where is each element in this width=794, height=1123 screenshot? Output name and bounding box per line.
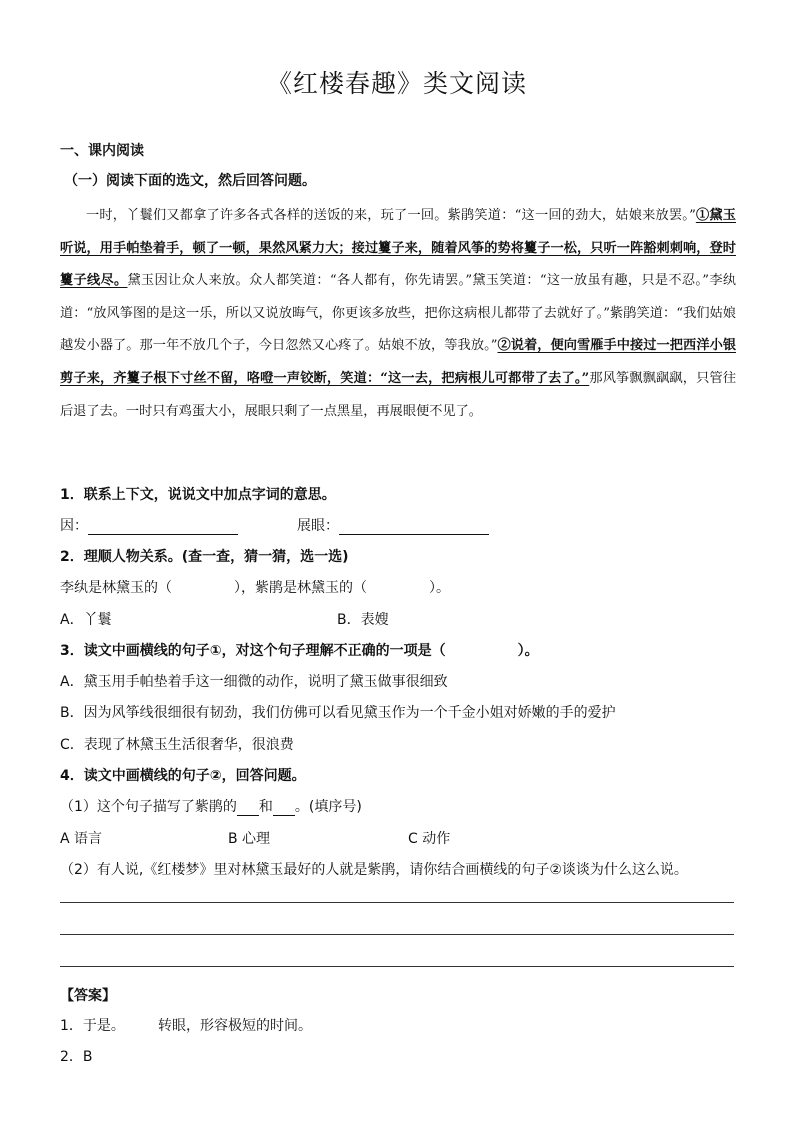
question-1-heading: 1．联系上下文，说说文中加点字词的意思。	[60, 487, 336, 503]
question-4-heading: 4．读文中画横线的句子②，回答问题。	[60, 768, 306, 784]
q2-option-a: A．丫鬟	[60, 612, 112, 628]
question-1-blanks-b	[297, 515, 489, 535]
q4-sub2: （2）有人说,《红楼梦》里对林黛玉最好的人就是紫鹃，请你结合画横线的句子②谈谈为什么这么说。	[60, 862, 688, 878]
answer-2: 2．B	[60, 1049, 93, 1065]
passage-text-2: 黛玉因让众人来放。众人都笑道：“各人都有，你先请罢。”黛玉笑道：“这一放虽有趣，只是不忍。”李纨道：“放风筝图的是这一乐，所以又说放晦气，你更该多放些，把你这病根儿都带了去就好了。”紫鹃笑道：“我们姑娘越发小器了。那一年不放几个子，今日忽然又心疼了。姑娘不放，等我放。”	[60, 273, 737, 354]
question-1-blanks	[60, 515, 238, 535]
question-2-fill	[60, 577, 450, 597]
blank-label-yin: 因：	[60, 518, 88, 534]
answer-1b: 转眼，形容极短的时间。	[158, 1018, 312, 1034]
question-3-heading	[60, 640, 539, 660]
section-heading: 一、课内阅读	[60, 143, 144, 159]
question-2-heading: 2．理顺人物关系。(查一查，猜一猜，选一选)	[60, 549, 349, 565]
subsection-heading: （一）阅读下面的选文，然后回答问题。	[64, 173, 316, 189]
answer-line-2[interactable]	[60, 934, 734, 935]
q3-option-c: C．表现了林黛玉生活很奢华，很浪费	[60, 737, 294, 753]
q4-sub1-end: 。(填序号)	[294, 799, 362, 815]
q3-heading-text: 3．读文中画横线的句子①，对这个句子理解不正确的一项是（	[60, 643, 446, 659]
answer-line-3[interactable]	[60, 966, 734, 967]
answer-1a: 1．于是。	[60, 1018, 125, 1034]
q3-option-b: B．因为风筝线很细很有韧劲，我们仿佛可以看见黛玉作为一个千金小姐对娇嫩的手的爱护	[60, 705, 616, 721]
q4-sub1-text: （1）这个句子描写了紫鹃的	[60, 799, 237, 815]
q4-choice-c: C 动作	[408, 831, 451, 847]
q4-blank-2[interactable]	[273, 803, 295, 816]
passage-text-1: 一时，丫鬟们又都拿了许多各式各样的送饭的来，玩了一回。紫鹃笑道：“这一回的劲大，姑娘来放罢。”	[86, 208, 696, 223]
q4-blank-1[interactable]	[237, 803, 259, 816]
q3-heading-end: ）。	[517, 643, 539, 659]
q2-text-mid: ），紫鹃是林黛玉的（	[234, 580, 367, 596]
q4-choice-a: A 语言	[60, 831, 103, 847]
q2-text-end: ）。	[429, 580, 450, 596]
q4-choice-b: B 心理	[228, 831, 271, 847]
q4-sub1	[60, 796, 362, 816]
page-title: 《红楼春趣》类文阅读	[266, 69, 527, 98]
underlined-sentence-1: ①黛玉听说，用手帕垫着手，顿了一顿，果然风紧力大；接过籰子来，随着风筝的势将籰子一松，只听一阵豁刺刺响，登时籰子线尽。	[60, 208, 736, 289]
q2-text-a: 李纨是林黛玉的（	[60, 580, 172, 596]
reading-passage	[60, 200, 736, 428]
blank-label-zhanyan: 展眼：	[297, 518, 339, 534]
passage-text-3: 那风筝飘飘飖飖，只管往后退了去。一时只有鸡蛋大小，展眼只剩了一点黑星，再展眼便不见了。	[60, 370, 737, 419]
q2-option-b: B．表嫂	[337, 612, 389, 628]
q3-option-a: A．黛玉用手帕垫着手这一细微的动作，说明了黛玉做事很细致	[60, 674, 448, 690]
answer-blank-yin[interactable]	[88, 520, 238, 535]
answer-blank-zhanyan[interactable]	[339, 520, 489, 535]
answer-line-1[interactable]	[60, 902, 734, 903]
answers-heading: 【答案】	[60, 988, 116, 1004]
underlined-sentence-2: ②说着，便向雪雁手中接过一把西洋小银剪子来，齐籰子根下寸丝不留，咯噔一声铰断，笑道：“这一去，把病根儿可都带了去了。”	[60, 338, 737, 386]
q4-sub1-mid: 和	[258, 799, 273, 815]
